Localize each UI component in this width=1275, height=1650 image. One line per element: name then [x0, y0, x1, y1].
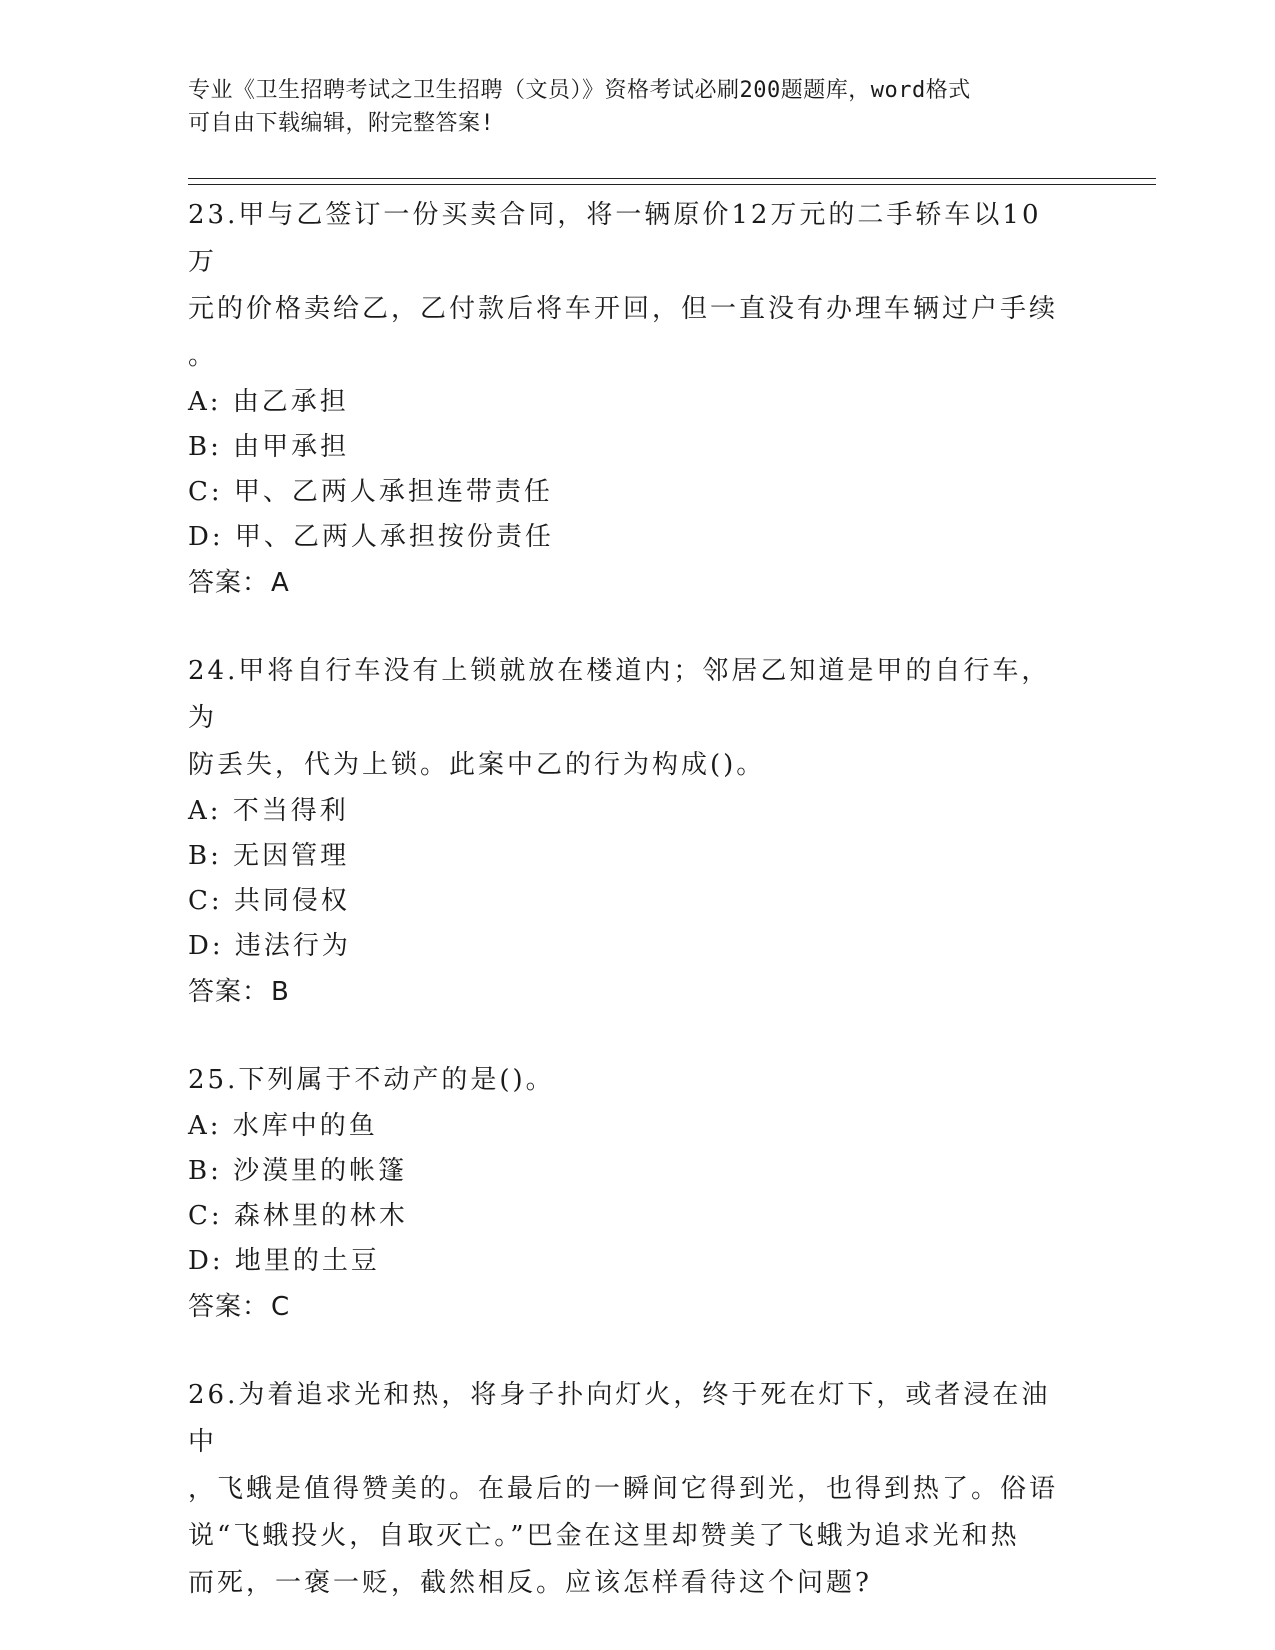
question-text — [188, 1057, 1068, 1104]
option-item: D: 违法行为 — [188, 931, 351, 961]
answer-label: 答案： — [188, 1292, 270, 1322]
answer-line — [188, 1284, 1068, 1330]
question-text-line: 说“飞蛾投火，自取灭亡。”巴金在这里却赞美了飞蛾为追求光和热 — [188, 1521, 1020, 1551]
option-list — [188, 789, 1068, 969]
question-text-line: ，飞蛾是值得赞美的。在最后的一瞬间它得到光，也得到热了。俗语 — [188, 1474, 1059, 1504]
answer-label: 答案： — [188, 977, 270, 1007]
option-list — [188, 380, 1068, 560]
question-block — [188, 1372, 1068, 1607]
header-divider — [188, 178, 1156, 179]
option-item: A: 由乙承担 — [188, 387, 349, 417]
answer-line — [188, 560, 1068, 606]
question-text — [188, 648, 1068, 789]
option-item: D: 地里的土豆 — [188, 1246, 380, 1276]
option-item: A: 不当得利 — [188, 796, 349, 826]
option-item: B: 无因管理 — [188, 841, 350, 871]
question-text-line: 防丢失，代为上锁。此案中乙的行为构成()。 — [188, 750, 766, 780]
answer-label: 答案： — [188, 568, 270, 598]
question-text-line: 24.甲将自行车没有上锁就放在楼道内；邻居乙知道是甲的自行车，为 — [188, 656, 1051, 733]
option-item: D: 甲、乙两人承担按份责任 — [188, 522, 554, 552]
question-block — [188, 192, 1068, 606]
option-item: B: 沙漠里的帐篷 — [188, 1156, 408, 1186]
question-block — [188, 648, 1068, 1015]
answer-line — [188, 969, 1068, 1015]
question-text-line: 。 — [188, 341, 218, 371]
question-text-line: 而死，一褒一贬，截然相反。应该怎样看待这个问题? — [188, 1568, 872, 1598]
question-text — [188, 192, 1068, 380]
question-text-line: 元的价格卖给乙，乙付款后将车开回，但一直没有办理车辆过户手续 — [188, 294, 1059, 324]
header-line: 可自由下载编辑，附完整答案! — [188, 111, 495, 136]
option-item: C: 共同侵权 — [188, 886, 350, 916]
question-list — [188, 192, 1068, 1649]
answer-value: A — [271, 568, 290, 598]
option-item: C: 甲、乙两人承担连带责任 — [188, 477, 553, 507]
question-text-line: 26.为着追求光和热，将身子扑向灯火，终于死在灯下，或者浸在油中 — [188, 1380, 1051, 1457]
question-text-line: 23.甲与乙签订一份买卖合同，将一辆原价12万元的二手轿车以10万 — [188, 200, 1042, 277]
option-item: B: 由甲承担 — [188, 432, 350, 462]
document-header — [188, 74, 1068, 140]
answer-value: B — [271, 977, 290, 1007]
header-line: 专业《卫生招聘考试之卫生招聘（文员）》资格考试必刷200题题库，word格式 — [188, 78, 971, 103]
answer-value: C — [271, 1292, 291, 1322]
header-divider — [188, 184, 1156, 185]
question-block — [188, 1057, 1068, 1330]
question-text-line: 25.下列属于不动产的是()。 — [188, 1065, 555, 1095]
option-item: C: 森林里的林木 — [188, 1201, 408, 1231]
option-item: A: 水库中的鱼 — [188, 1111, 378, 1141]
option-list — [188, 1104, 1068, 1284]
question-text — [188, 1372, 1068, 1607]
